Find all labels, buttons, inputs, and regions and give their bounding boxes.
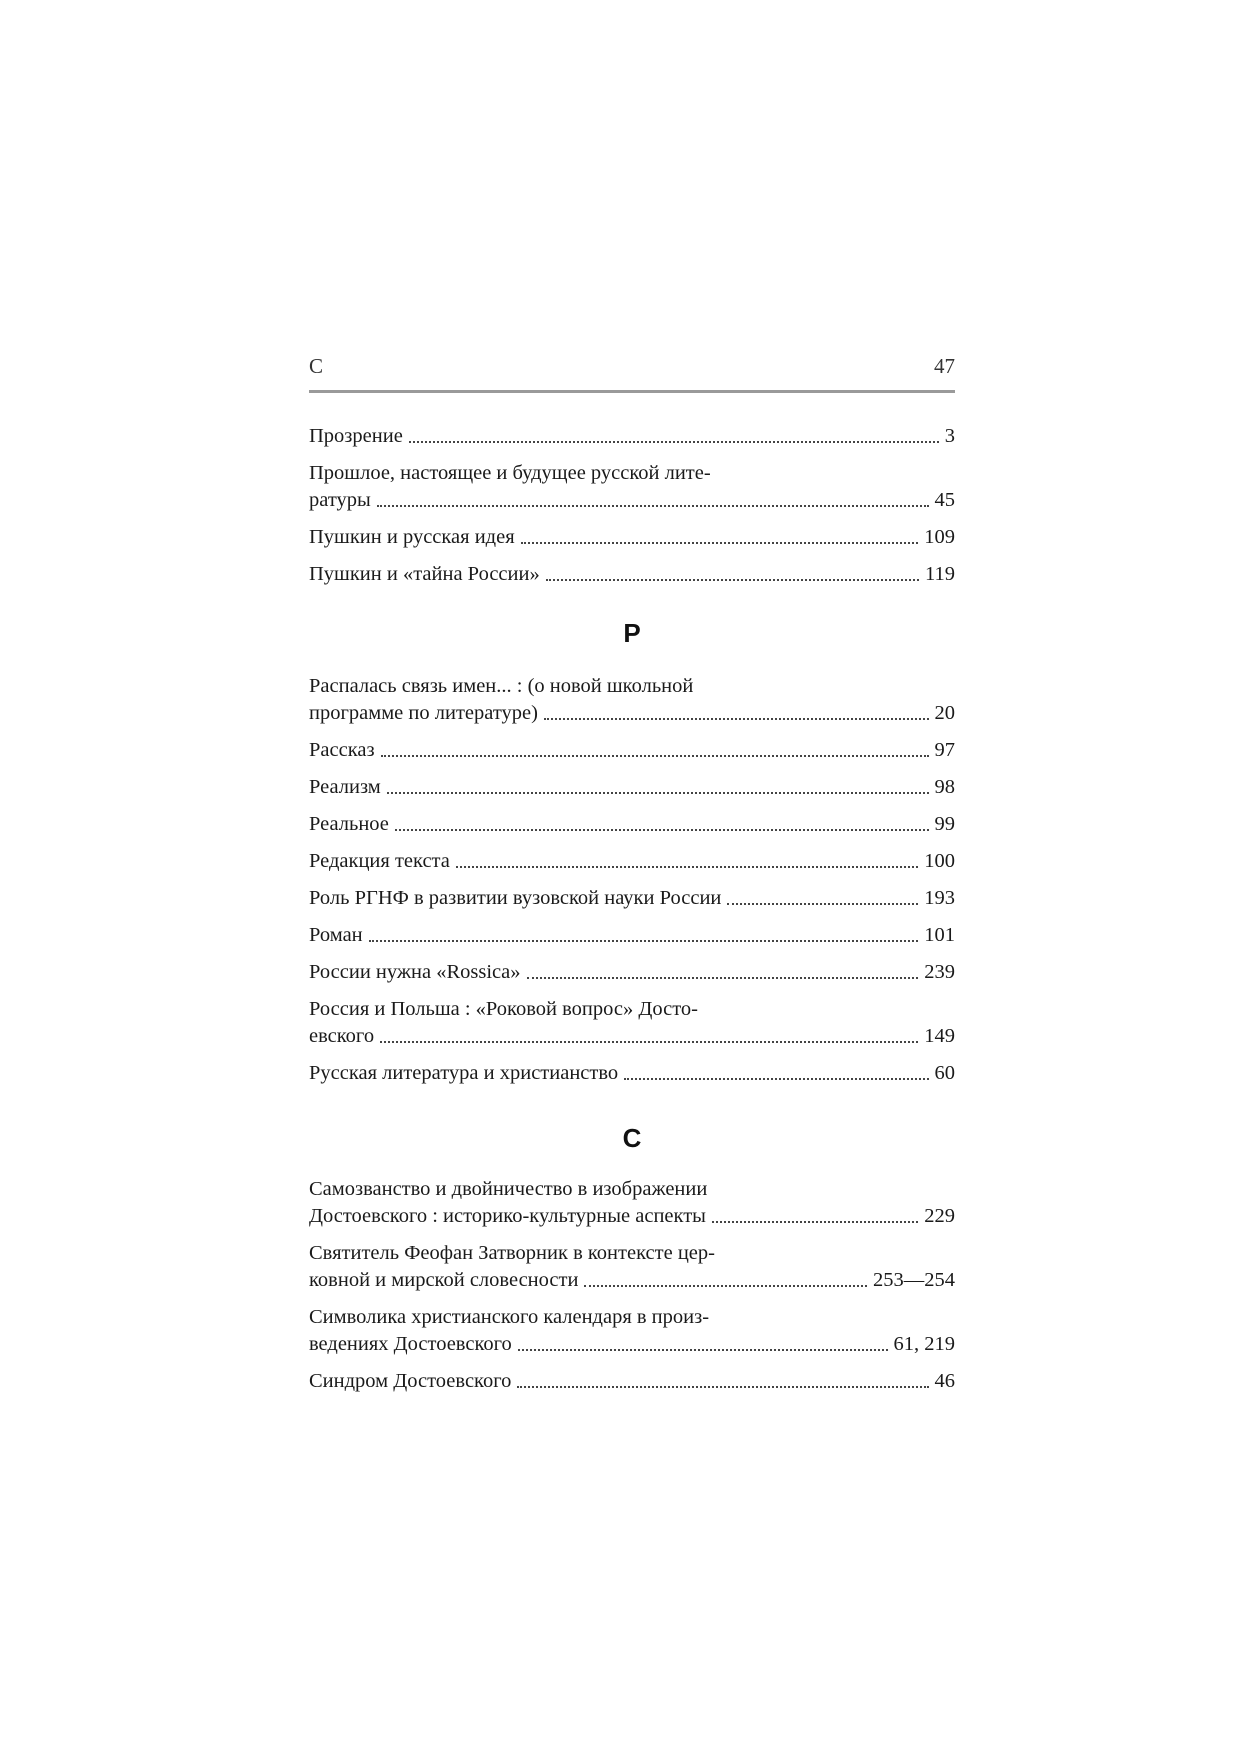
entry-page-ref: 45 bbox=[934, 489, 955, 511]
dot-leader bbox=[456, 865, 918, 868]
entry-page-ref: 253—254 bbox=[873, 1269, 955, 1291]
entry-last-line bbox=[309, 1368, 955, 1395]
running-head-letter: С bbox=[309, 354, 324, 378]
entry-page-ref: 193 bbox=[924, 887, 955, 909]
dot-leader bbox=[387, 791, 929, 794]
entry-title-line: Россия и Польша : «Роковой вопрос» Досто- bbox=[309, 998, 698, 1020]
entry-page-ref: 46 bbox=[934, 1370, 955, 1392]
index-entry bbox=[309, 524, 955, 551]
entry-title-line: Пушкин и русская идея bbox=[309, 526, 515, 548]
index-entry bbox=[309, 423, 955, 450]
entry-title-line: Русская литература и христианство bbox=[309, 1062, 619, 1084]
entry-title-line: ведениях Достоевского bbox=[309, 1333, 512, 1355]
index-group-r bbox=[309, 673, 955, 1087]
entry-last-line bbox=[309, 423, 955, 450]
entry-title-line: Распалась связь имен... : (о новой школьной bbox=[309, 675, 694, 697]
entry-title-line: евского bbox=[309, 1025, 375, 1047]
entry-title-line: Роль РГНФ в развитии вузовской науки России bbox=[309, 887, 722, 909]
entry-last-line bbox=[309, 959, 955, 986]
entry-last-line bbox=[309, 774, 955, 801]
dot-leader bbox=[624, 1077, 928, 1080]
header-rule bbox=[309, 390, 955, 393]
dot-leader bbox=[712, 1220, 918, 1223]
index-entry bbox=[309, 922, 955, 949]
entry-page-ref: 100 bbox=[924, 850, 955, 872]
entry-last-line bbox=[309, 1060, 955, 1087]
index-entry bbox=[309, 811, 955, 838]
entry-page-ref: 3 bbox=[944, 425, 955, 447]
entry-title-line: ковной и мирской словесности bbox=[309, 1269, 579, 1291]
section-letter-s: С bbox=[622, 1123, 642, 1153]
entry-last-line bbox=[309, 885, 955, 912]
dot-leader bbox=[369, 939, 919, 942]
entry-page-ref: 60 bbox=[934, 1062, 955, 1084]
entry-page-ref: 109 bbox=[924, 526, 955, 548]
entry-title-line: Святитель Феофан Затворник в контексте цер- bbox=[309, 1242, 715, 1264]
entry-title-line: Редакция текста bbox=[309, 850, 450, 872]
entry-page-ref: 20 bbox=[934, 702, 955, 724]
dot-leader bbox=[727, 902, 918, 905]
entry-last-line bbox=[309, 700, 955, 727]
dot-leader bbox=[517, 1385, 928, 1388]
entry-last-line bbox=[309, 848, 955, 875]
entry-title-line: Прошлое, настоящее и будущее русской лите- bbox=[309, 462, 711, 484]
entry-page-ref: 229 bbox=[924, 1205, 955, 1227]
index-group-s bbox=[309, 1176, 955, 1395]
dot-leader bbox=[544, 717, 929, 720]
dot-leader bbox=[380, 1040, 918, 1043]
index-entry bbox=[309, 460, 955, 514]
dot-leader bbox=[381, 754, 929, 757]
entry-title-line: Пушкин и «тайна России» bbox=[309, 563, 540, 585]
entry-last-line bbox=[309, 1203, 955, 1230]
entry-last-line bbox=[309, 1331, 955, 1358]
entry-last-line bbox=[309, 922, 955, 949]
entry-page-ref: 101 bbox=[924, 924, 955, 946]
section-letter-r: Р bbox=[623, 618, 641, 648]
dot-leader bbox=[527, 976, 919, 979]
entry-page-ref: 99 bbox=[934, 813, 955, 835]
index-entry bbox=[309, 848, 955, 875]
dot-leader bbox=[395, 828, 929, 831]
entry-title-line: программе по литературе) bbox=[309, 702, 538, 724]
index-entry bbox=[309, 774, 955, 801]
index-entry bbox=[309, 1176, 955, 1230]
entry-page-ref: 239 bbox=[924, 961, 955, 983]
entry-page-ref: 119 bbox=[925, 563, 955, 585]
entry-last-line bbox=[309, 561, 955, 588]
entry-page-ref: 98 bbox=[934, 776, 955, 798]
entry-title-line: ратуры bbox=[309, 489, 371, 511]
index-entry bbox=[309, 885, 955, 912]
index-entry bbox=[309, 737, 955, 764]
dot-leader bbox=[546, 578, 919, 581]
dot-leader bbox=[521, 541, 919, 544]
index-entry bbox=[309, 1060, 955, 1087]
index-entry bbox=[309, 996, 955, 1050]
index-entry bbox=[309, 1240, 955, 1294]
entry-last-line bbox=[309, 737, 955, 764]
running-head bbox=[309, 352, 955, 386]
entry-last-line bbox=[309, 487, 955, 514]
entry-last-line bbox=[309, 1267, 955, 1294]
entry-last-line bbox=[309, 524, 955, 551]
entry-title-line: Реализм bbox=[309, 776, 381, 798]
index-group-p-continued bbox=[309, 423, 955, 588]
entry-title-line: Синдром Достоевского bbox=[309, 1370, 512, 1392]
dot-leader bbox=[518, 1348, 888, 1351]
dot-leader bbox=[409, 440, 939, 443]
index-entry bbox=[309, 561, 955, 588]
entry-title-line: Прозрение bbox=[309, 425, 403, 447]
entry-last-line bbox=[309, 811, 955, 838]
entry-title-line: Роман bbox=[309, 924, 363, 946]
entry-page-ref: 61, 219 bbox=[893, 1333, 955, 1355]
entry-title-line: Рассказ bbox=[309, 739, 375, 761]
entry-last-line bbox=[309, 1023, 955, 1050]
index-entry bbox=[309, 1304, 955, 1358]
entry-title-line: Реальное bbox=[309, 813, 389, 835]
dot-leader bbox=[377, 504, 929, 507]
entry-title-line: Самозванство и двойничество в изображении bbox=[309, 1178, 708, 1200]
entry-page-ref: 149 bbox=[924, 1025, 955, 1047]
index-entry bbox=[309, 673, 955, 727]
index-entry bbox=[309, 959, 955, 986]
entry-page-ref: 97 bbox=[934, 739, 955, 761]
page-number: 47 bbox=[934, 354, 955, 378]
dot-leader bbox=[584, 1284, 867, 1287]
index-page bbox=[309, 352, 955, 1405]
index-entry bbox=[309, 1368, 955, 1395]
entry-title-line: России нужна «Rossica» bbox=[309, 961, 521, 983]
entry-title-line: Достоевского : историко-культурные аспекты bbox=[309, 1205, 706, 1227]
entry-title-line: Символика христианского календаря в произ- bbox=[309, 1306, 710, 1328]
